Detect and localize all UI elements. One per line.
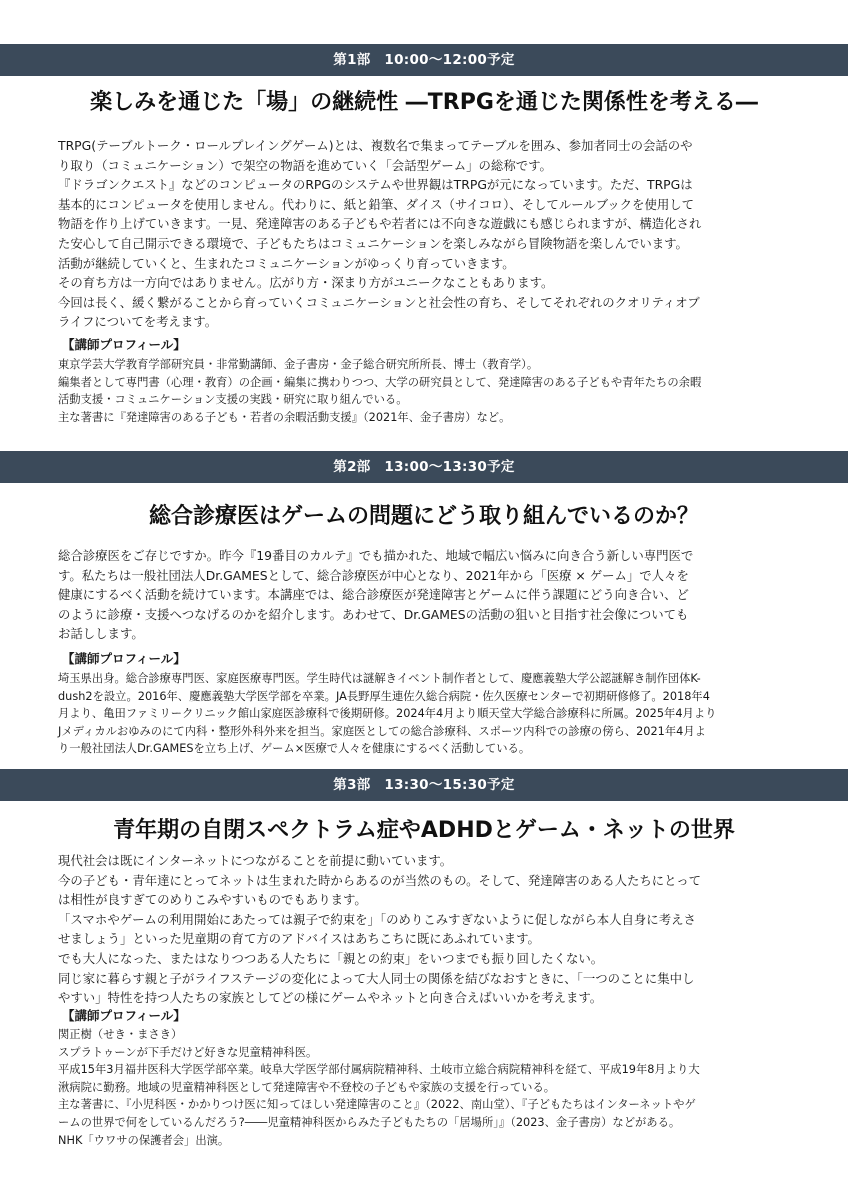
part3-body-line: でも大人になった、またはなりつつある人たちに「親との約束」をいつまでも振り回したくない。 [58,950,604,966]
part2-profile-line: り一般社団法人Dr.GAMESを立ち上げ、ゲーム×医療で人々を健康にするべく活動している。 [58,742,531,756]
part3-profile-heading: 【講師プロフィール】 [62,1008,186,1023]
part3-profile-line: ームの世界で何をしているんだろう?――児童精神科医からみた子どもたちの「居場所」』（2023、金子書房）などがある。 [58,1115,681,1129]
part1-description [58,136,802,332]
part1-body-line: た安心して自己開示できる環境で、子どもたちはコミュニケーションを楽しみながら冒険物語を楽しんでいます。 [58,235,688,251]
part1-title: 楽しみを通じた「場」の継続性 ―TRPGを通じた関係性を考える― [90,90,758,115]
part3-profile-line: 主な著書に、『小児科医・かかりつけ医に知ってほしい発達障害のこと』（2022、南山堂）、『子どもたちはインターネットやゲ [58,1098,696,1112]
part1-body-line: 『ドラゴンクエスト』などのコンピュータのRPGのシステムや世界観はTRPGが元になっています。ただ、TRPGは [58,177,693,193]
part3-profile-line: NHK「ウワサの保護者会」出演。 [58,1133,230,1147]
part3-body-line: 今の子ども・青年達にとってネットは生まれた時からあるのが当然のもの。そして、発達障害のある人たちにとって [58,872,702,888]
part1-body-line: TRPG(テーブルトーク・ロールプレイングゲーム)とは、複数名で集まってテーブルを囲み、参加者同士の会話のや [58,138,693,153]
part3-profile-line: 平成15年3月福井医科大学医学部卒業。岐阜大学医学部付属病院精神科、土岐市立総合病院精神科を経て、平成19年8月より大 [58,1063,700,1077]
part1-profile-line: 編集者として専門書（心理・教育）の企画・編集に携わりつつ、大学の研究員として、発達障害のある子どもや青年たちの余暇 [58,375,702,389]
part3-body-line: せましょう」といった児童期の育て方のアドバイスはあちこちに既にあふれています。 [58,931,540,947]
part2-body-line: 総合診療医をご存じですか。昨今『19番目のカルテ』でも描かれた、地域で幅広い悩みに向き合う新しい専門医で [58,548,694,563]
part3-header-bar: 第3部 13:30〜15:30予定 [0,769,848,801]
part2-body-line: す。私たちは一般社団法人Dr.GAMESとして、総合診療医が中心となり、2021年から「医療 × ゲーム」で人々を [58,567,689,583]
part1-profile-line: 東京学芸大学教育学部研究員・非常勤講師、金子書房・金子総合研究所所長、博士（教育学）。 [58,358,539,371]
part1-body-line: 物語を作り上げていきます。一見、発達障害のある子どもや若者には不向きな遊戯にも感じられますが、構造化され [58,216,702,232]
part3-description [58,851,802,1008]
part3-profile [58,1026,802,1149]
part1-body-line: り取り（コミュニケーション）で架空の物語を進めていく「会話型ゲーム」の総称です。 [58,157,552,173]
part3-profile-line: スプラトゥーンが下手だけど好きな児童精神科医。 [58,1045,318,1059]
part2-profile-line: dush2を設立。2016年、慶應義塾大学医学部を卒業。JA長野厚生連佐久総合病院・佐久医療センターで初期研修修了。2018年4 [58,689,710,703]
part2-body-line: お話しします。 [58,626,144,642]
part2-body-line: 健康にするべく活動を続けています。本講座では、総合診療医が発達障害とゲームに伴う課題にどう向き合い、ど [58,587,689,603]
part3-body-line: 「スマホやゲームの利用開始にあたっては親子で約束を」「のめりこみすぎないように促しながら本人自身に考えさ [58,911,696,927]
part2-profile-line: 月より、亀田ファミリークリニック館山家庭医診療科で後期研修。2024年4月より順天堂大学総合診療科に所属。2025年4月より [58,707,717,721]
part1-profile-line: 活動支援・コミュニケーション支援の実践・研究に取り組んでいる。 [58,393,408,407]
part3-profile-line: 湫病院に勤務。地域の児童精神科医として発達障害や不登校の子どもや家族の支援を行っている。 [58,1080,556,1094]
part3-title: 青年期の自閉スペクトラム症やADHDとゲーム・ネットの世界 [113,818,735,843]
part1-profile-heading: 【講師プロフィール】 [62,337,186,352]
part1-profile [58,356,802,426]
part1-body-line: 活動が継続していくと、生まれたコミュニケーションがゆっくり育っていきます。 [58,255,515,271]
part1-header-bar: 第1部 10:00〜12:00予定 [0,44,848,76]
part2-body-line: のように診療・支援へつなげるのかを紹介します。あわせて、Dr.GAMESの活動の狙いと目指す社会像についても [58,606,689,622]
part3-body-line: やすい」特性を持つ人たちの家族としてどの様にゲームやネットと向き合えばいいかを考えます。 [58,990,603,1006]
part3-profile-line: 関正樹（せき・まさき） [58,1028,183,1041]
part1-body-line: 今回は長く、緩く繋がることから育っていくコミュニケーションと社会性の育ち、そしてそれぞれのクオリティオブ [58,294,700,310]
part3-body-line: 現代社会は既にインターネットにつながることを前提に動いています。 [58,853,453,868]
part1-body-line: その育ち方は一方向ではありません。広がり方・深まり方がユニークなこともあります。 [58,275,554,291]
part2-description [58,546,802,644]
part2-profile-line: Jメディカルおゆみのにて内科・整形外科外来を担当。家庭医としての総合診療科、スポーツ内科での診療の傍ら、2021年4月よ [58,724,706,738]
part2-title: 総合診療医はゲームの問題にどう取り組んでいるのか？ [148,504,699,529]
part2-profile-line: 埼玉県出身。総合診療専門医、家庭医療専門医。学生時代は謎解きイベント制作者として、慶應義塾大学公認謎解き制作団体K- [58,672,701,685]
part2-profile [58,670,802,758]
part1-body-line: ライフについてを考えます。 [58,314,218,330]
part3-body-line: 同じ家に暮らす親と子がライフステージの変化によって大人同士の関係を結びなおすときに、「一つのことに集中し [58,970,695,986]
part2-header-bar: 第2部 13:00〜13:30予定 [0,451,848,483]
part2-profile-heading: 【講師プロフィール】 [62,651,186,666]
part1-body-line: 基本的にコンピュータを使用しません。代わりに、紙と鉛筆、ダイス（サイコロ）、そしてルールブックを使用して [58,196,695,212]
part1-profile-line: 主な著書に『発達障害のある子ども・若者の余暇活動支援』（2021年、金子書房）など。 [58,410,511,424]
part3-body-line: は相性が良すぎてのめりこみやすいものでもあります。 [58,892,367,908]
